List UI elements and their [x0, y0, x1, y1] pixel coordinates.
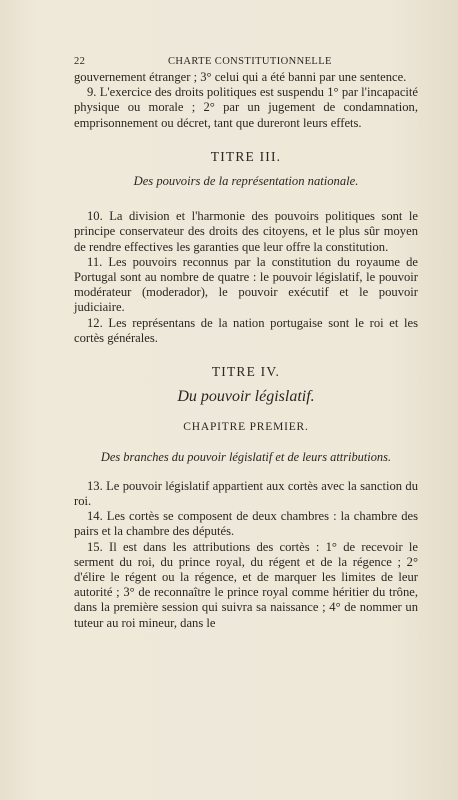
titre-3-heading: TITRE III. — [210, 148, 282, 164]
titre-4-heading: TITRE IV. — [211, 364, 281, 380]
paragraph: gouvernement étranger ; 3° celui qui a été banni par une sentence. — [74, 70, 407, 84]
page-number: 22 — [74, 56, 86, 67]
article-11: 11. Les pouvoirs reconnus par la constitution du royaume de Portugal sont au nombre de quatre : le pouvoir législatif, le pouvoir modérateur (moderador), le pouvoir exécutif et le pouvoir judiciaire. — [74, 254, 418, 315]
article-12: 12. Les représentans de la nation portugaise sont le roi et les cortès générales. — [74, 315, 418, 345]
article-9: 9. L'exercice des droits politiques est suspendu 1° par l'incapacité physique ou morale ; 2° par un jugement de condamnation, emprisonnement ou décret, tant que dureront leurs effets. — [74, 85, 418, 130]
article-15: 15. Il est dans les attributions des cortès : 1° de recevoir le serment du roi, du prince royal, du régent et de la régence ; 2° d'élire le régent ou la régence, et de marquer les limites de leur autorité ; 3° de reconnaître le prince royal comme héritier du trône, dans la première session qui suivra sa naissance ; 4° de nommer un tuteur au roi mineur, dans le — [74, 539, 418, 630]
chapter-heading: CHAPITRE PREMIER. — [183, 421, 309, 434]
titre-3-subtitle: Des pouvoirs de la représentation nationale. — [133, 174, 359, 189]
running-title: CHARTE CONSTITUTIONNELLE — [168, 56, 332, 67]
page-body — [74, 70, 418, 631]
article-14: 14. Les cortès se composent de deux chambres : la chambre des pairs et la chambre des députés. — [74, 509, 418, 539]
chapter-subtitle: Des branches du pouvoir législatif et de leurs attributions. — [100, 449, 392, 464]
article-10: 10. La division et l'harmonie des pouvoirs politiques sont le principe conservateur des droits des citoyens, et le plus sûr moyen de rendre effectives les garanties que leur offre la constitution. — [74, 209, 418, 254]
titre-4-subtitle: Du pouvoir législatif. — [177, 388, 315, 406]
article-13: 13. Le pouvoir législatif appartient aux cortès avec la sanction du roi. — [74, 478, 418, 509]
